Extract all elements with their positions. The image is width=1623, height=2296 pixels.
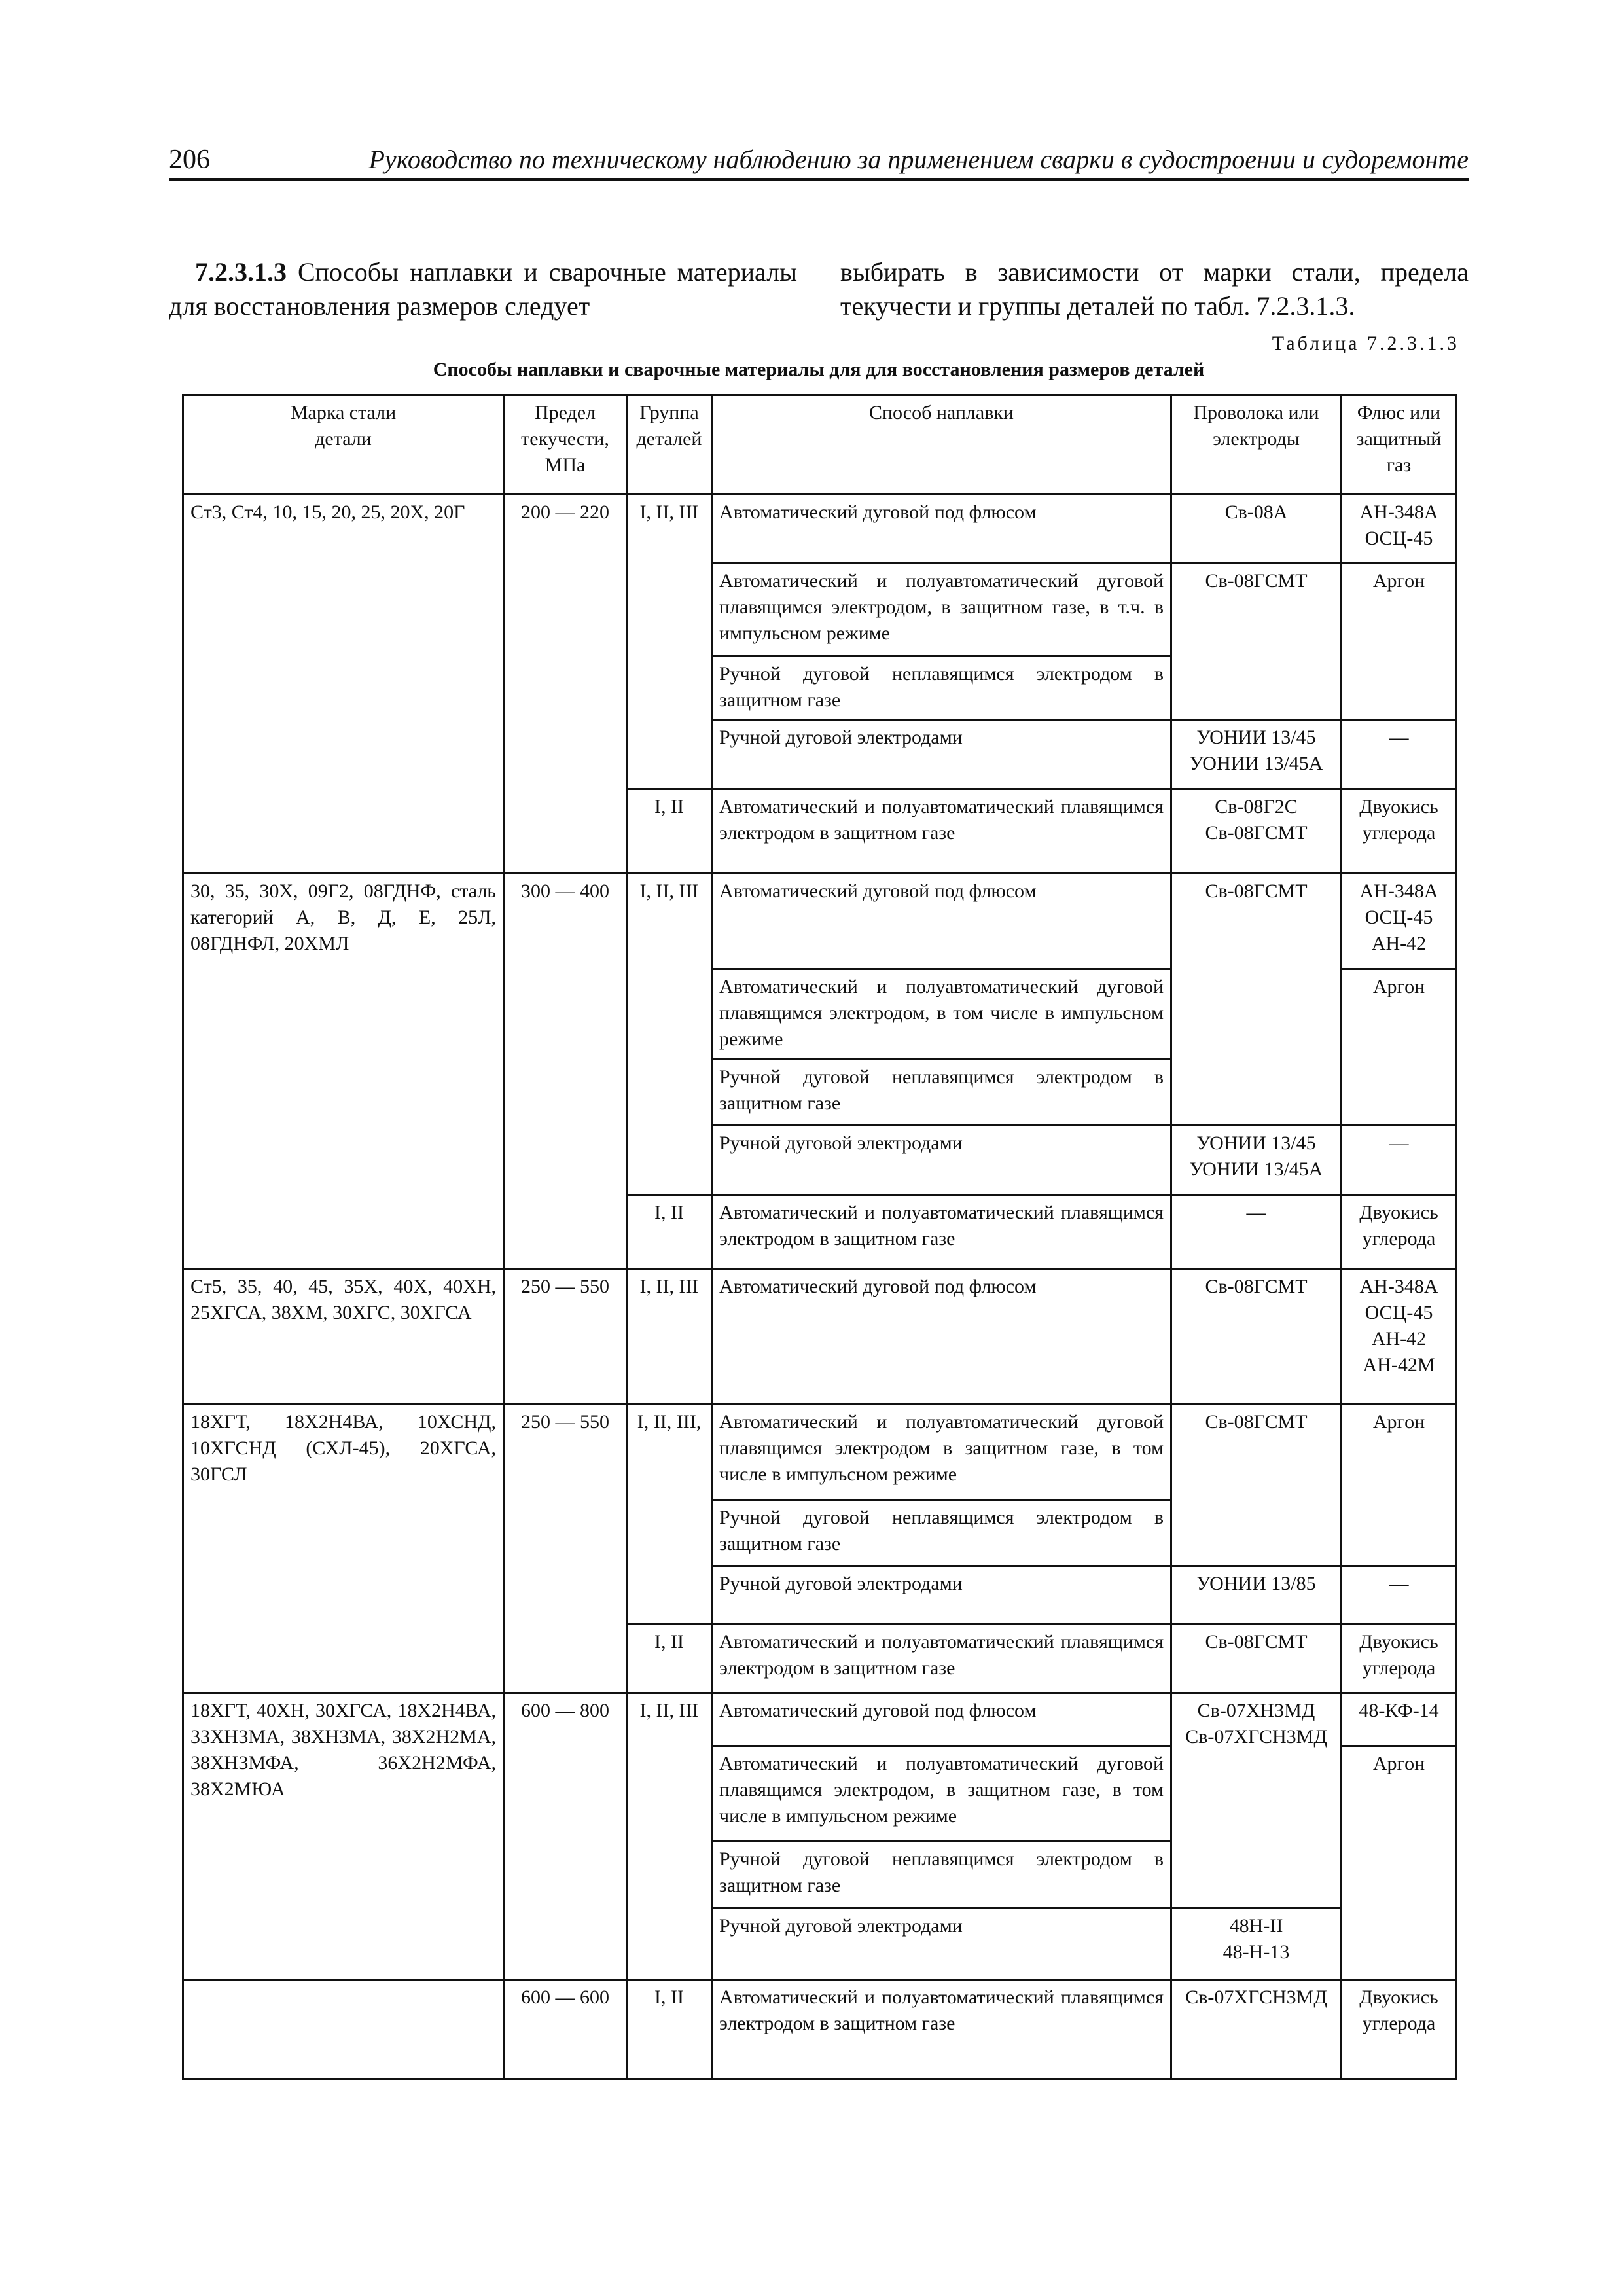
flux-cell: АН-348А ОСЦ-45 [1342,495,1457,564]
flux-cell: АН-348А ОСЦ-45 АН-42 АН-42М [1342,1269,1457,1405]
header-steel-grade: Марка стали детали [183,395,504,495]
page-number: 206 [169,145,210,175]
flux-cell: — [1342,720,1457,789]
method-cell: Ручной дуговой электродами [712,1126,1171,1194]
part-group-cell: I, II [627,1979,712,2079]
method-cell: Автоматический и полуавтоматический плавящимся электродом в защитном газе [712,1979,1171,2079]
table-row [183,1269,1457,1405]
wire-cell: УОНИИ 13/85 [1171,1566,1342,1624]
flux-cell: Двуокись углерода [1342,1194,1457,1268]
intro-paragraph [169,255,1469,323]
header-yield-strength: Предел текучести, МПа [504,395,627,495]
steel-grade-cell: Ст5, 35, 40, 45, 35Х, 40Х, 40ХН, 25ХГСА, 38ХМ, 30ХГС, 30ХГСА [183,1269,504,1405]
method-cell: Автоматический дуговой под флюсом [712,495,1171,564]
flux-cell: Аргон [1342,1746,1457,1980]
method-cell: Автоматический дуговой под флюсом [712,874,1171,969]
table-caption: Способы наплавки и сварочные материалы для для восстановления размеров деталей [433,359,1205,380]
steel-grade-cell: Ст3, Ст4, 10, 15, 20, 25, 20Х, 20Г [183,495,504,874]
table-header-row [183,395,1457,495]
flux-cell: Двуокись углерода [1342,1624,1457,1693]
page-header [169,139,1469,181]
flux-cell: 48-КФ-14 [1342,1693,1457,1746]
wire-cell: Св-07ХН3МД Св-07ХГСН3МД [1171,1693,1342,1908]
part-group-cell: I, II, III, [627,1404,712,1624]
intro-text-right: выбирать в зависимости от марки стали, предела текучести и группы деталей по табл. 7.2.3.1.3. [840,257,1469,321]
method-cell: Ручной дуговой неплавящимся электродом в защитном газе [712,1060,1171,1126]
wire-cell: Св-08ГСМТ [1171,874,1342,1126]
running-title: Руководство по техническому наблюдению за применением сварки в судостроении и судоремонте [368,145,1469,174]
yield-strength-cell: 250 — 550 [504,1269,627,1405]
flux-cell: — [1342,1126,1457,1194]
wire-cell: Св-08ГСМТ [1171,564,1342,720]
method-cell: Ручной дуговой электродами [712,1908,1171,1979]
header-surfacing-method: Способ наплавки [712,395,1171,495]
yield-strength-cell: 600 — 800 [504,1693,627,1980]
intro-column-left [169,255,797,323]
method-cell: Автоматический дуговой под флюсом [712,1269,1171,1405]
part-group-cell: I, II [627,789,712,874]
header-flux-gas: Флюс или защитный газ [1342,395,1457,495]
wire-cell: УОНИИ 13/45 УОНИИ 13/45А [1171,720,1342,789]
method-cell: Ручной дуговой электродами [712,720,1171,789]
yield-strength-cell: 600 — 600 [504,1979,627,2079]
wire-cell: УОНИИ 13/45 УОНИИ 13/45А [1171,1126,1342,1194]
part-group-cell: I, II, III [627,495,712,789]
method-cell: Автоматический дуговой под флюсом [712,1693,1171,1746]
method-cell: Автоматический и полуавтоматический плавящимся электродом в защитном газе [712,1624,1171,1693]
header-part-group: Группа деталей [627,395,712,495]
part-group-cell: I, II, III [627,1269,712,1405]
part-group-cell: I, II, III [627,1693,712,1980]
flux-cell: Аргон [1342,564,1457,720]
wire-cell: Св-07ХГСН3МД [1171,1979,1342,2079]
yield-strength-cell: 200 — 220 [504,495,627,874]
method-cell: Ручной дуговой электродами [712,1566,1171,1624]
yield-strength-cell: 300 — 400 [504,874,627,1269]
intro-column-right [840,255,1469,323]
method-cell: Ручной дуговой неплавящимся электродом в защитном газе [712,1842,1171,1908]
steel-grade-cell: 30, 35, 30Х, 09Г2, 08ГДНФ, сталь категорий А, В, Д, Е, 25Л, 08ГДНФЛ, 20ХМЛ [183,874,504,1269]
part-group-cell: I, II, III [627,874,712,1194]
table-row [183,1979,1457,2079]
wire-cell: Св-08Г2С Св-08ГСМТ [1171,789,1342,874]
flux-cell: Двуокись углерода [1342,1979,1457,2079]
method-cell: Автоматический и полуавтоматический дуговой плавящимся электродом в защитном газе, в том числе в импульсном режиме [712,1404,1171,1499]
flux-cell: Аргон [1342,1404,1457,1566]
method-cell: Ручной дуговой неплавящимся электродом в защитном газе [712,1499,1171,1566]
method-cell: Автоматический и полуавтоматический плавящимся электродом в защитном газе [712,1194,1171,1268]
intro-text-left: Способы наплавки и сварочные материалы для восстановления размеров следует [169,257,798,321]
part-group-cell: I, II [627,1194,712,1268]
flux-cell: АН-348А ОСЦ-45 АН-42 [1342,874,1457,969]
table-row [183,1693,1457,1746]
method-cell: Автоматический и полуавтоматический дуговой плавящимся электродом, в защитном газе, в т.ч. в импульсном режиме [712,564,1171,656]
header-wire-electrodes: Проволока или электроды [1171,395,1342,495]
wire-cell: — [1171,1194,1342,1268]
steel-grade-cell: 18ХГТ, 18Х2Н4ВА, 10ХСНД, 10ХГСНД (СХЛ-45), 20ХГСА, 30ГСЛ [183,1404,504,1693]
wire-cell: Св-08ГСМТ [1171,1269,1342,1405]
flux-cell: — [1342,1566,1457,1624]
table-row [183,1404,1457,1499]
wire-cell: 48Н-II 48-Н-13 [1171,1908,1342,1979]
flux-cell: Двуокись углерода [1342,789,1457,874]
method-cell: Ручной дуговой неплавящимся электродом в защитном газе [712,656,1171,720]
wire-cell: Св-08ГСМТ [1171,1404,1342,1566]
wire-cell: Св-08А [1171,495,1342,564]
yield-strength-cell: 250 — 550 [504,1404,627,1693]
flux-cell: Аргон [1342,969,1457,1126]
section-number: 7.2.3.1.3 [195,257,287,287]
steel-grade-cell: 18ХГТ, 40ХН, 30ХГСА, 18Х2Н4ВА, 33ХН3МА, 38ХН3МА, 38Х2Н2МА, 38ХН3МФА, 36Х2Н2МФА, 38Х2МЮА [183,1693,504,1980]
steel-grade-cell [183,1979,504,2079]
method-cell: Автоматический и полуавтоматический дуговой плавящимся электродом, в том числе в импульсном режиме [712,969,1171,1060]
method-cell: Автоматический и полуавтоматический дуговой плавящимся электродом, в защитном газе, в том числе в импульсном режиме [712,1746,1171,1842]
table-row [183,874,1457,969]
wire-cell: Св-08ГСМТ [1171,1624,1342,1693]
table-row [183,495,1457,564]
part-group-cell: I, II [627,1624,712,1693]
table-label: Таблица 7.2.3.1.3 [1272,332,1459,354]
surfacing-methods-table [182,394,1457,2080]
method-cell: Автоматический и полуавтоматический плавящимся электродом в защитном газе [712,789,1171,874]
